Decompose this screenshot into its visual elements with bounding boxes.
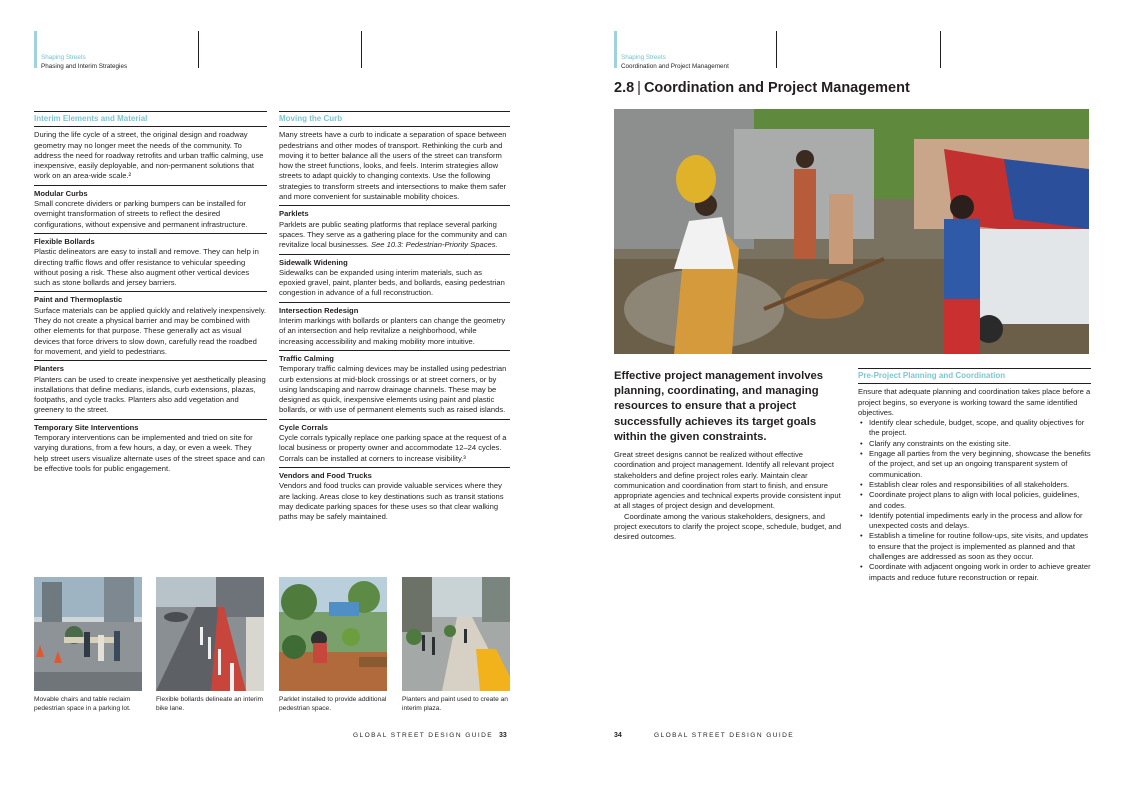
footer-guide-title: GLOBAL STREET DESIGN GUIDE [353,732,494,739]
footer-guide-title: GLOBAL STREET DESIGN GUIDE [654,732,795,739]
photo-caption: Flexible bollards delineate an interim bike lane. [156,696,264,712]
item-block [279,354,510,420]
header-section: Shaping Streets [621,54,666,61]
header-divider [776,31,777,68]
item-block [34,295,267,361]
list-item: • Establish a timeline for routine follow-ups, site visits, and updates to ensure that the project is implemented as planned and that challenges are addressed as soon as they occur. [858,531,1091,562]
item-text: Vendors and food trucks can provide valuable services where they are lacking. Areas close to key destinations such as transit stations may dedicate parking spaces for these uses so that clear walking paths may be safely maintained. [279,481,504,522]
list-item: • Coordinate project plans to align with local policies, guidelines, and codes. [858,490,1091,511]
page-number: 34 [614,732,622,739]
header-section: Shaping Streets [41,54,86,61]
header-accent-bar [614,31,617,68]
body-paragraph: Great street designs cannot be realized without effective coordination and project management. Identify all relevant project stakeholders and define project roles early. Maintain clear communication and coordination from start to finish, and ensure appropriate agencies and technical experts provide consistent input at all stages of project design and development. [614,450,841,511]
moving-curb-column [279,111,510,528]
list-item: • Establish clear roles and responsibilities of all stakeholders. [858,480,1091,490]
item-block [34,189,267,234]
item-block [279,423,510,468]
photo-caption: Planters and paint used to create an interim plaza. [402,696,508,712]
pre-project-column [858,368,1091,583]
right-page [562,0,1123,794]
section-intro: During the life cycle of a street, the original design and roadway geometry may no longer meet the needs of the community. To address the need for roadway retrofits and urban traffic calming, use inexpensive, easily deployable, and non-permanent solutions that work on an area-wide scale.² [34,130,264,181]
interim-elements-column [34,111,267,480]
item-heading: Modular Curbs [34,188,88,198]
item-heading: Vendors and Food Trucks [279,470,372,480]
photo-flexible-bollards [156,577,264,691]
section-title: Coordination and Project Management [643,80,910,96]
header-divider [361,31,362,68]
photo-construction-workers [614,109,1089,354]
list-item: • Coordinate with adjacent ongoing work in order to achieve greater impacts and reduce future reconstruction or repair. [858,562,1091,583]
section-intro: Ensure that adequate planning and coordination takes place before a project begins, so everyone is working toward the same identified objectives. [858,387,1091,417]
photo-interim-plaza [402,577,510,691]
item-text: Surface materials can be applied quickly and relatively inexpensively. They do not create a physical barrier and may be combined with other elements for that purpose. These generally act as visual devices that force drivers to slow down, carefully read the roadbed for movement, and yield to pedestrians. [34,305,267,356]
header-divider [198,31,199,68]
header-subtitle: Coordination and Project Management [621,62,729,70]
section-title: Moving the Curb [279,111,510,127]
item-block [279,209,510,254]
item-text: Interim markings with bollards or planters can change the geometry of an intersection and help revitalize a neighborhood, while increasing accessibility and making mobility more intuitive. [279,316,506,346]
header-subtitle: Phasing and Interim Strategies [41,62,128,70]
item-block [34,364,267,419]
item-block [34,237,267,292]
item-heading: Flexible Bollards [34,236,95,246]
item-heading: Parklets [279,209,309,219]
item-heading: Sidewalk Widening [279,257,348,267]
item-heading: Traffic Calming [279,353,334,363]
item-text: Planters can be used to create inexpensive yet aesthetically pleasing installations that define medians, islands, curb extensions, plazas, footpaths, and cycle tracks. Planters also add vegetation and greenery to the street. [34,374,266,415]
section-title: Pre-Project Planning and Coordination [858,368,1091,384]
item-heading: Cycle Corrals [279,422,328,432]
item-text: Cycle corrals typically replace one parking space at the request of a local business or property owner and accommodate 12–24 cycles. Corrals can be installed at corners to increase visibility.³ [279,433,507,463]
item-block [279,306,510,351]
item-heading: Paint and Thermoplastic [34,295,123,305]
page-number: 33 [499,732,507,739]
section-intro: Many streets have a curb to indicate a separation of space between pedestrians and other modes of transport. Rethinking the curb and moving it to better balance all the users of the street can transform how the street functions, looks, and feels. Interim strategies allow streets to adapt quickly to changing contexts. Use the following strategies to transform streets and intersections to make them safer and more convenient for sustainable mobility choices. [279,130,507,202]
item-block [34,423,267,477]
list-item: • Identify clear schedule, budget, scope, and quality objectives for the project. [858,418,1091,439]
item-text [279,220,510,251]
running-header [41,54,127,71]
item-text: Plastic delineators are easy to install and remove. They can help in directing traffic flows and offer resistance to vehicular speeding without posing a risk. These also augment other vertical devices such as stone bollards and jersey barriers. [34,247,259,288]
item-heading: Intersection Redesign [279,305,359,315]
item-heading: Temporary Site Interventions [34,422,139,432]
title-separator: | [637,80,641,96]
body-text [614,450,846,543]
left-page [0,0,561,794]
item-text: Temporary interventions can be implemented and tried on site for varying durations, from a few hours, a day, or even a week. They help street users visualize alternate uses of the street space and can be effective tools for public engagement. [34,433,265,473]
item-block [279,471,510,525]
item-text: Temporary traffic calming devices may be installed using pedestrian curb extensions at mid-block crossings or at street corners, or by using landscaping and narrow drainage channels. These may be designed as quick, inexpensive elements using paint and plastic bollards, or with use of permanent elements such as raised islands. [279,364,507,415]
item-text: Small concrete dividers or parking bumpers can be installed for overnight transformation of streets to reflect the desired configurations, without expensive and permanent infrastructure. [34,199,248,229]
header-divider [940,31,941,68]
photo-caption: Parklet installed to provide additional pedestrian space. [279,696,387,712]
photo-parklet [279,577,387,691]
list-item: • Clarify any constraints on the existing site. [858,439,1091,449]
lead-statement: Effective project management involves planning, coordinating, and managing resources to ensure that a project successfully achieves its target goals within the given constraints. [614,370,824,443]
list-item: • Identify potential impediments early in the process and allow for unexpected costs and delays. [858,511,1091,532]
item-text: Sidewalks can be expanded using interim materials, such as epoxied gravel, paint, planter beds, and bollards, easing pedestrian congestion in advance of a full reconstruction. [279,267,505,298]
section-number: 2.8 [614,80,635,96]
running-header [621,54,729,71]
page-title [614,80,910,96]
photo-movable-chairs [34,577,142,691]
header-accent-bar [34,31,37,68]
section-title: Interim Elements and Material [34,111,267,127]
objectives-list [858,418,1091,583]
list-item: • Engage all parties from the very beginning, showcase the benefits of the project, and set up an ongoing transparent system of communication. [858,449,1091,480]
body-paragraph: Coordinate among the various stakeholders, designers, and project executors to clarify the project scope, schedule, budget, and desired outcomes. [614,511,842,542]
item-heading: Planters [34,364,64,374]
item-text-body: Parklets are public seating platforms that replace several parking spaces. They serve as a gathering place for the community and can revitalize local businesses. [279,219,507,250]
cross-reference: See 10.3: Pedestrian-Priority Spaces. [371,240,498,250]
item-block [279,258,510,303]
photo-caption: Movable chairs and table reclaim pedestrian space in a parking lot. [34,696,131,712]
